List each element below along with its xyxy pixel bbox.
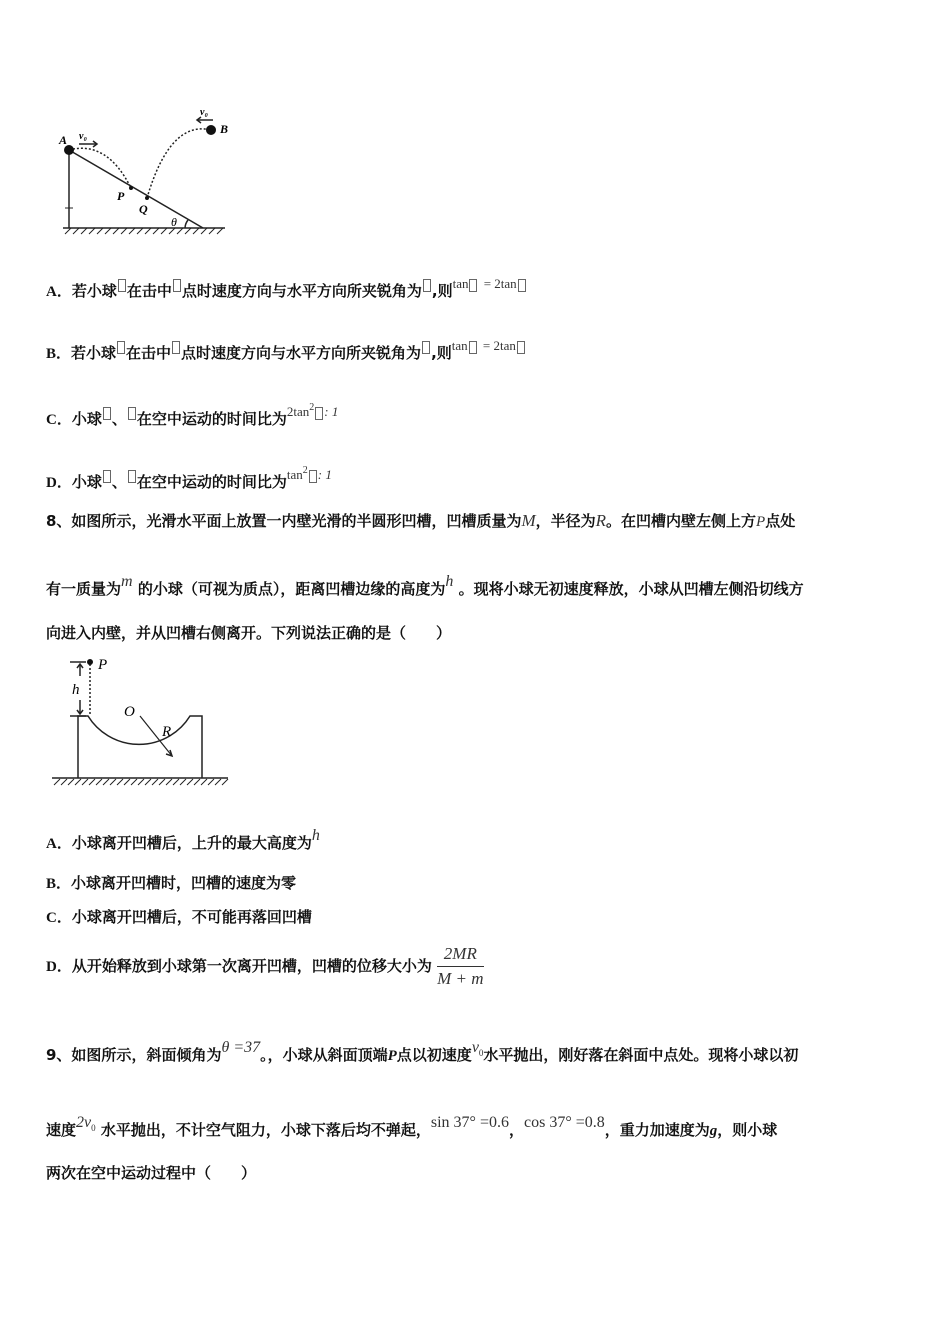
ball-p — [87, 659, 93, 665]
q7-option-c[interactable]: C．小球 、 在空中运动的时间比为$2\tan^2$ : 1 — [46, 402, 339, 428]
q8-stem-line-1: 8、如图所示，光滑水平面上放置一内壁光滑的半圆形凹槽，凹槽质量为M，半径为R。在凹槽内壁左侧上方P点处 — [46, 511, 796, 530]
q9-stem-line-2: 速度$2v^0$ 水平抛出，不计空气阻力，小球下落后均不弹起，sin 37° =0.6，cos 37° =0.8，重力加速度为g，则小球 — [46, 1114, 778, 1139]
q8-option-c[interactable]: C．小球离开凹槽后，不可能再落回凹槽 — [46, 908, 312, 926]
q8-stem-line-2: 有一质量为m 的小球（可视为质点），距离凹槽边缘的高度为h 。现将小球无初速度释放，小球从凹槽左侧沿切线方 — [46, 573, 804, 598]
projectile-incline-figure — [55, 100, 235, 240]
point-q — [145, 196, 149, 200]
trajectory-b — [147, 129, 211, 198]
label-v0-a: v₀ — [79, 131, 87, 142]
q8-option-b[interactable]: B．小球离开凹槽时，凹槽的速度为零 — [46, 874, 297, 892]
label-theta: θ — [171, 215, 177, 229]
point-p — [129, 186, 133, 190]
q7-option-d[interactable]: D．小球 、 在空中运动的时间比为$\tan^2$ : 1 — [46, 465, 332, 491]
label-o: O — [124, 704, 135, 720]
ground-hatch — [54, 779, 228, 785]
groove-figure — [48, 652, 233, 794]
q8-option-d[interactable]: D．从开始释放到小球第一次离开凹槽，凹槽的位移大小为 $\frac{2MR}{M + m}$ — [46, 944, 484, 988]
label-b: B — [220, 122, 229, 136]
q7-option-a[interactable]: A．若小球 在击中 点时速度方向与水平方向所夹锐角为 ,则tan = 2tan — [46, 274, 527, 302]
groove-body — [78, 716, 202, 778]
q8-option-a[interactable]: A．小球离开凹槽后，上升的最大高度为h — [46, 827, 320, 852]
incline-line — [69, 150, 203, 228]
q9-stem-line-3: 两次在空中运动过程中（ ） — [46, 1164, 257, 1182]
label-a: A — [59, 133, 68, 147]
displacement-fraction: $\frac{2MR}{M + m}$ — [437, 944, 484, 988]
label-p: P — [98, 657, 108, 673]
q7-option-b[interactable]: B．若小球 在击中 点时速度方向与水平方向所夹锐角为 ,则tan = 2tan — [46, 336, 526, 364]
label-r: R — [162, 724, 172, 740]
label-p: P — [117, 189, 125, 203]
label-v0-b: v₀ — [200, 107, 208, 118]
ball-b — [206, 125, 216, 135]
ground-hatch — [65, 228, 223, 234]
q9-stem-line-1: 9、如图所示，斜面倾角为θ =37。，小球从斜面顶端P点以初速度$v^0$水平抛出，刚好落在斜面中点处。现将小球以初 — [46, 1039, 799, 1064]
q8-stem-line-3: 向进入内壁，并从凹槽右侧离开。下列说法正确的是（ ） — [46, 624, 452, 642]
label-q: Q — [139, 202, 148, 216]
label-h: h — [72, 682, 80, 698]
